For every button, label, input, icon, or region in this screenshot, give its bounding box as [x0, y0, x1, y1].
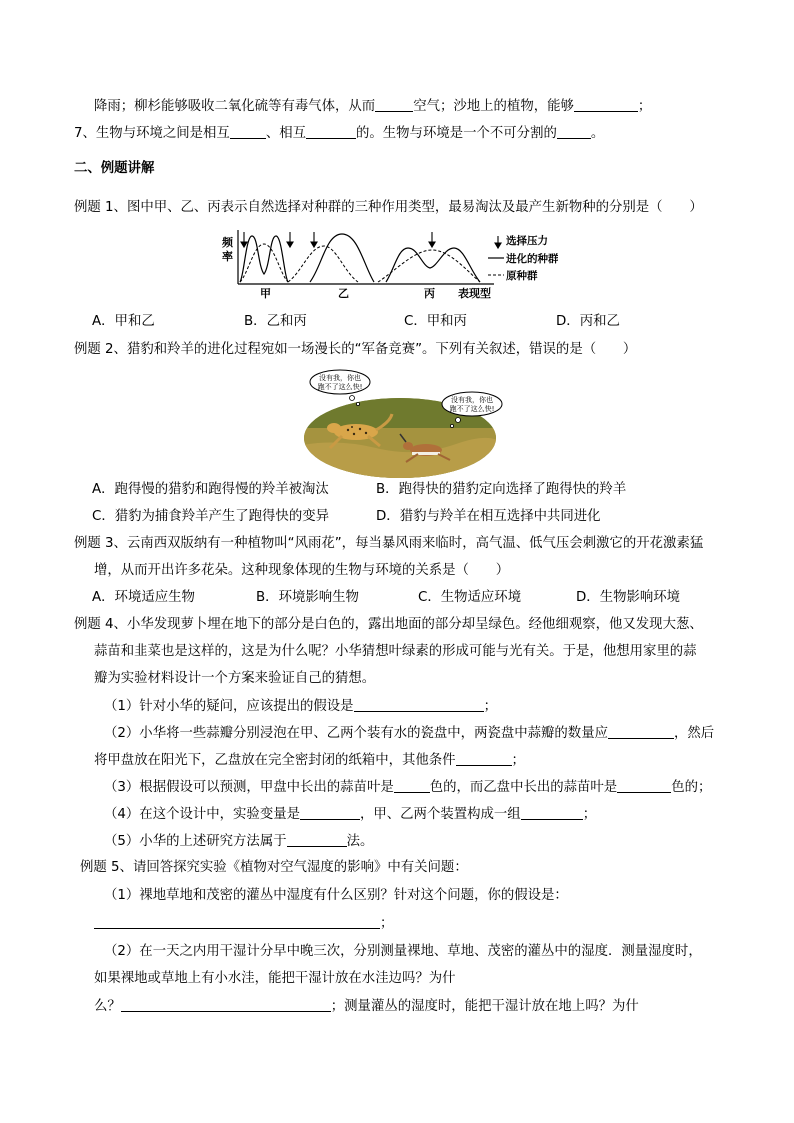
q5-part-2-line-2: 如果裸地或草地上有小水洼，能把干湿计放在水洼边吗？为什	[94, 971, 456, 986]
q1-option-b[interactable]: B．乙和丙	[244, 314, 307, 329]
question-text: ，然后	[673, 726, 715, 741]
answer-blank[interactable]	[574, 97, 638, 112]
intro-text: 降雨；柳杉能够吸收二氧化硫等有毒气体，从而	[94, 99, 376, 114]
question-text: （5）小华的上述研究方法属于	[104, 834, 287, 849]
answer-blank[interactable]	[375, 97, 413, 112]
question-text: 色的，而乙盘中长出的蒜苗叶是	[429, 780, 618, 795]
question-text: ；	[511, 753, 525, 768]
intro-text: 、相互	[265, 126, 306, 141]
q4-part-4	[104, 805, 596, 824]
intro-text: 的。生物与环境是一个不可分割的	[356, 126, 557, 141]
question-text: 将甲盘放在阳光下，乙盘放在完全密封闭的纸箱中，其他条件	[94, 753, 456, 768]
bubble-text: 没有我，你也	[319, 374, 361, 382]
question-text: （2）小华将一些蒜瓣分别浸泡在甲、乙两个装有水的瓷盘中，两瓷盘中蒜瓣的数量应	[104, 726, 608, 741]
group-label: 乙	[338, 287, 349, 300]
answer-blank[interactable]	[394, 778, 430, 793]
question-text: ，甲、乙两个装置构成一组	[360, 807, 521, 822]
question-text: 色的；	[671, 780, 712, 795]
question-text: （4）在这个设计中，实验变量是	[104, 807, 300, 822]
bubble-text: 没有我，你也	[451, 396, 493, 404]
q4-part-2-cont	[94, 751, 525, 770]
answer-blank[interactable]	[617, 778, 671, 793]
q2-option-d[interactable]: D．猎豹与羚羊在相互选择中共同进化	[376, 509, 601, 524]
answer-blank[interactable]	[230, 124, 266, 139]
cheetah-antelope-image	[296, 368, 506, 480]
y-axis-label-1: 频	[222, 236, 233, 249]
intro-text: ；	[637, 99, 652, 114]
q1-option-a[interactable]: A．甲和乙	[92, 314, 155, 329]
q4-part-2	[104, 724, 714, 743]
q4-stem-line-3: 瓣为实验材料设计一个方案来验证自己的猜想。	[94, 671, 376, 686]
answer-blank[interactable]	[306, 124, 356, 139]
legend-label: 原种群	[506, 270, 538, 282]
q3-stem-line-2: 增，从而开出许多花朵。这种现象体现的生物与环境的关系是（ ）	[94, 563, 510, 578]
answer-blank[interactable]	[521, 805, 583, 820]
answer-blank[interactable]	[121, 997, 331, 1012]
intro-line-2	[74, 124, 604, 143]
evolved-population-curve	[310, 234, 374, 282]
q3-stem-line-1: 例题 3、云南西双版纳有一种植物叫“风雨花”，每当暴风雨来临时，高气温、低气压会刺激它的开花激素猛	[74, 536, 704, 551]
q2-option-b[interactable]: B．跑得快的猎豹定向选择了跑得快的羚羊	[376, 482, 627, 497]
q4-stem-line-2: 蒜苗和韭菜也是这样的，这是为什么呢？小华猜想叶绿素的形成可能与光有关。于是，他想用家里的蒜	[94, 644, 697, 659]
y-axis-label-2: 率	[222, 250, 233, 263]
q5-stem: 例题 5、请回答探究实验《植物对空气湿度的影响》中有关问题：	[80, 860, 468, 875]
q3-option-b[interactable]: B．环境影响生物	[256, 590, 359, 605]
legend-label: 进化的种群	[506, 253, 558, 265]
selection-graph	[218, 226, 558, 300]
q1-option-c[interactable]: C．甲和丙	[404, 314, 467, 329]
question-text: 么？	[94, 999, 121, 1014]
q5-part-2-line-3	[94, 997, 639, 1016]
intro-text: 。	[590, 126, 605, 141]
q5-part-2: （2）在一天之内用干湿计分早中晚三次，分别测量裸地、草地、茂密的灌丛中的湿度．测量湿度时，	[104, 944, 702, 959]
q3-option-a[interactable]: A．环境适应生物	[92, 590, 195, 605]
q3-option-d[interactable]: D．生物影响环境	[576, 590, 681, 605]
q4-part-1	[104, 697, 497, 716]
answer-blank[interactable]	[94, 914, 380, 929]
question-text: ；	[483, 699, 497, 714]
original-population-curve	[288, 246, 358, 282]
q4-part-3	[104, 778, 711, 797]
section-title: 二、例题讲解	[74, 161, 155, 176]
original-population-curve	[240, 244, 288, 282]
question-text: ；	[380, 916, 394, 931]
intro-line-1	[94, 97, 651, 116]
q5-part-1-answer	[94, 914, 393, 933]
bubble-text: 跑不了这么快!	[449, 405, 495, 413]
intro-text: 7、生物与环境之间是相互	[74, 126, 230, 141]
q2-stem: 例题 2、猎豹和羚羊的进化过程宛如一场漫长的“军备竞赛”。下列有关叙述，错误的是（ ）	[74, 342, 637, 357]
q5-part-1: （1）裸地草地和茂密的灌丛中湿度有什么区别？针对这个问题，你的假设是：	[104, 888, 568, 903]
group-label: 丙	[424, 287, 435, 300]
q4-part-5	[104, 832, 373, 851]
question-text: 法。	[346, 834, 374, 849]
answer-blank[interactable]	[608, 724, 674, 739]
q3-option-c[interactable]: C．生物适应环境	[418, 590, 522, 605]
answer-blank[interactable]	[354, 697, 484, 712]
q2-option-a[interactable]: A．跑得慢的猎豹和跑得慢的羚羊被淘汰	[92, 482, 329, 497]
answer-blank[interactable]	[456, 751, 512, 766]
bubble-text: 跑不了这么快!	[317, 383, 363, 391]
q1-stem: 例题 1、图中甲、乙、丙表示自然选择对种群的三种作用类型，最易淘汰及最产生新物种的分别是（ ）	[74, 200, 703, 215]
answer-blank[interactable]	[300, 805, 360, 820]
answer-blank[interactable]	[287, 832, 347, 847]
question-text: ；测量灌丛的湿度时，能把干湿计放在地上吗？为什	[330, 999, 639, 1014]
x-axis-label: 表现型	[458, 287, 491, 300]
evolved-population-curve	[240, 236, 288, 282]
legend-label: 选择压力	[506, 235, 548, 247]
answer-blank[interactable]	[557, 124, 591, 139]
q4-stem-line-1: 例题 4、小华发现萝卜埋在地下的部分是白色的，露出地面的部分却呈绿色。经他细观察，他又发现大葱、	[74, 617, 703, 632]
question-text: ；	[582, 807, 597, 822]
q2-option-c[interactable]: C．猎豹为捕食羚羊产生了跑得快的变异	[92, 509, 329, 524]
question-text: （1）针对小华的疑问，应该提出的假设是	[104, 699, 354, 714]
group-label: 甲	[260, 287, 271, 300]
q1-option-d[interactable]: D．丙和乙	[556, 314, 620, 329]
question-text: （3）根据假设可以预测，甲盘中长出的蒜苗叶是	[104, 780, 394, 795]
intro-text: 空气；沙地上的植物，能够	[413, 99, 574, 114]
